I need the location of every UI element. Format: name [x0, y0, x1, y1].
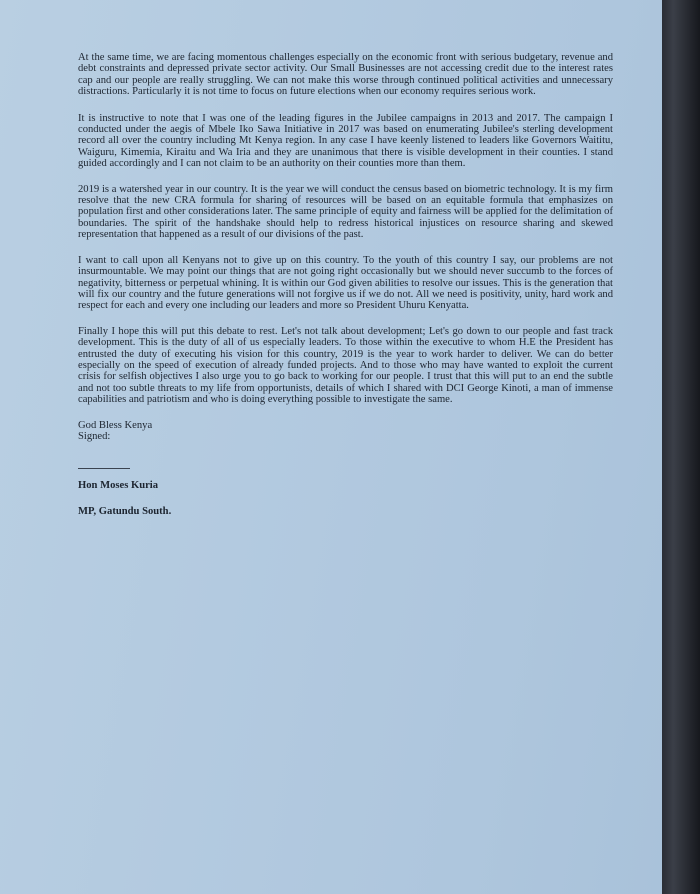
paragraph-census-2019: 2019 is a watershed year in our country. It is the year we will conduct the census based on biometric technology. It is my firm resolve that the new CRA formula for sharing of resources will be based on an equitable formula that emphasizes on population first and other considerations later. The same principle of equity and fairness will be applied for the delimitation of boundaries. The spirit of the handshake should help to redress historical injustices on resource sharing and skewed representation that happened as a result of our divisions of the past.: [78, 183, 613, 241]
paragraph-jubilee-campaigns: It is instructive to note that I was one of the leading figures in the Jubilee campaigns in 2013 and 2017. The campaign I conducted under the aegis of Mbele Iko Sawa Initiative in 2017 was based on enumerating Jubilee's sterling development record all over the country including Mt Kenya region. In any case I have keenly listened to leaders like Governors Waititu, Waiguru, Kimemia, Kiraitu and Wa Iria and they are unanimous that there is visible development in their counties. I stand guided accordingly and I can not claim to be an authority on their counties more than them.: [78, 112, 613, 170]
paragraph-finally: Finally I hope this will put this debate to rest. Let's not talk about development; Let's go down to our people and fast track development. This is the duty of all of us especially leaders. To those within the executive to whom H.E the President has entrusted the duty of executing his vision for this country, 2019 is the year to work harder to deliver. We can do better especially on the speed of execution of already funded projects. And to those who may have wanted to exploit the current crisis for selfish objectives I also urge you to go back to working for our people. I trust that this will put to an end the subtle and not too subtle threats to my life from opportunists, details of which I shared with DCI George Kinoti, a man of immense capabilities and patriotism and who is doing everything possible to investigate the same.: [78, 325, 613, 406]
signature-line: [78, 468, 130, 469]
paragraph-economic-challenges: At the same time, we are facing momentous challenges especially on the economic front with serious budgetary, revenue and debt constraints and depressed private sector activity. Our Small Businesses are not accessing credit due to the interest rates cap and our people are really struggling. We can not make this worse through continued political activities and unnecessary distractions. Particularly it is not time to focus on future elections when our economy requires serious work.: [78, 52, 613, 98]
paragraph-call-to-kenyans: I want to call upon all Kenyans not to give up on this country. To the youth of this country I say, our problems are not insurmountable. We may point our things that are not going right occasionally but we should never succumb to the forces of negativity, bitterness or perpetual whining. It is within our God given abilities to resolve our issues. This is the generation that will fix our country and the future generations will not forgive us if we do not. All we need is positivity, unity, hard work and respect for each and every one including our leaders and more so President Uhuru Kenyatta.: [78, 254, 613, 312]
closing-blessing: God Bless Kenya: [78, 419, 153, 431]
signatory-title: MP, Gatundu South.: [78, 505, 172, 517]
background-edge: [662, 0, 700, 894]
letter-body: [78, 52, 613, 517]
signatory-name: Hon Moses Kuria: [78, 480, 159, 492]
closing-block: [78, 420, 613, 518]
signed-label: Signed:: [78, 430, 111, 442]
